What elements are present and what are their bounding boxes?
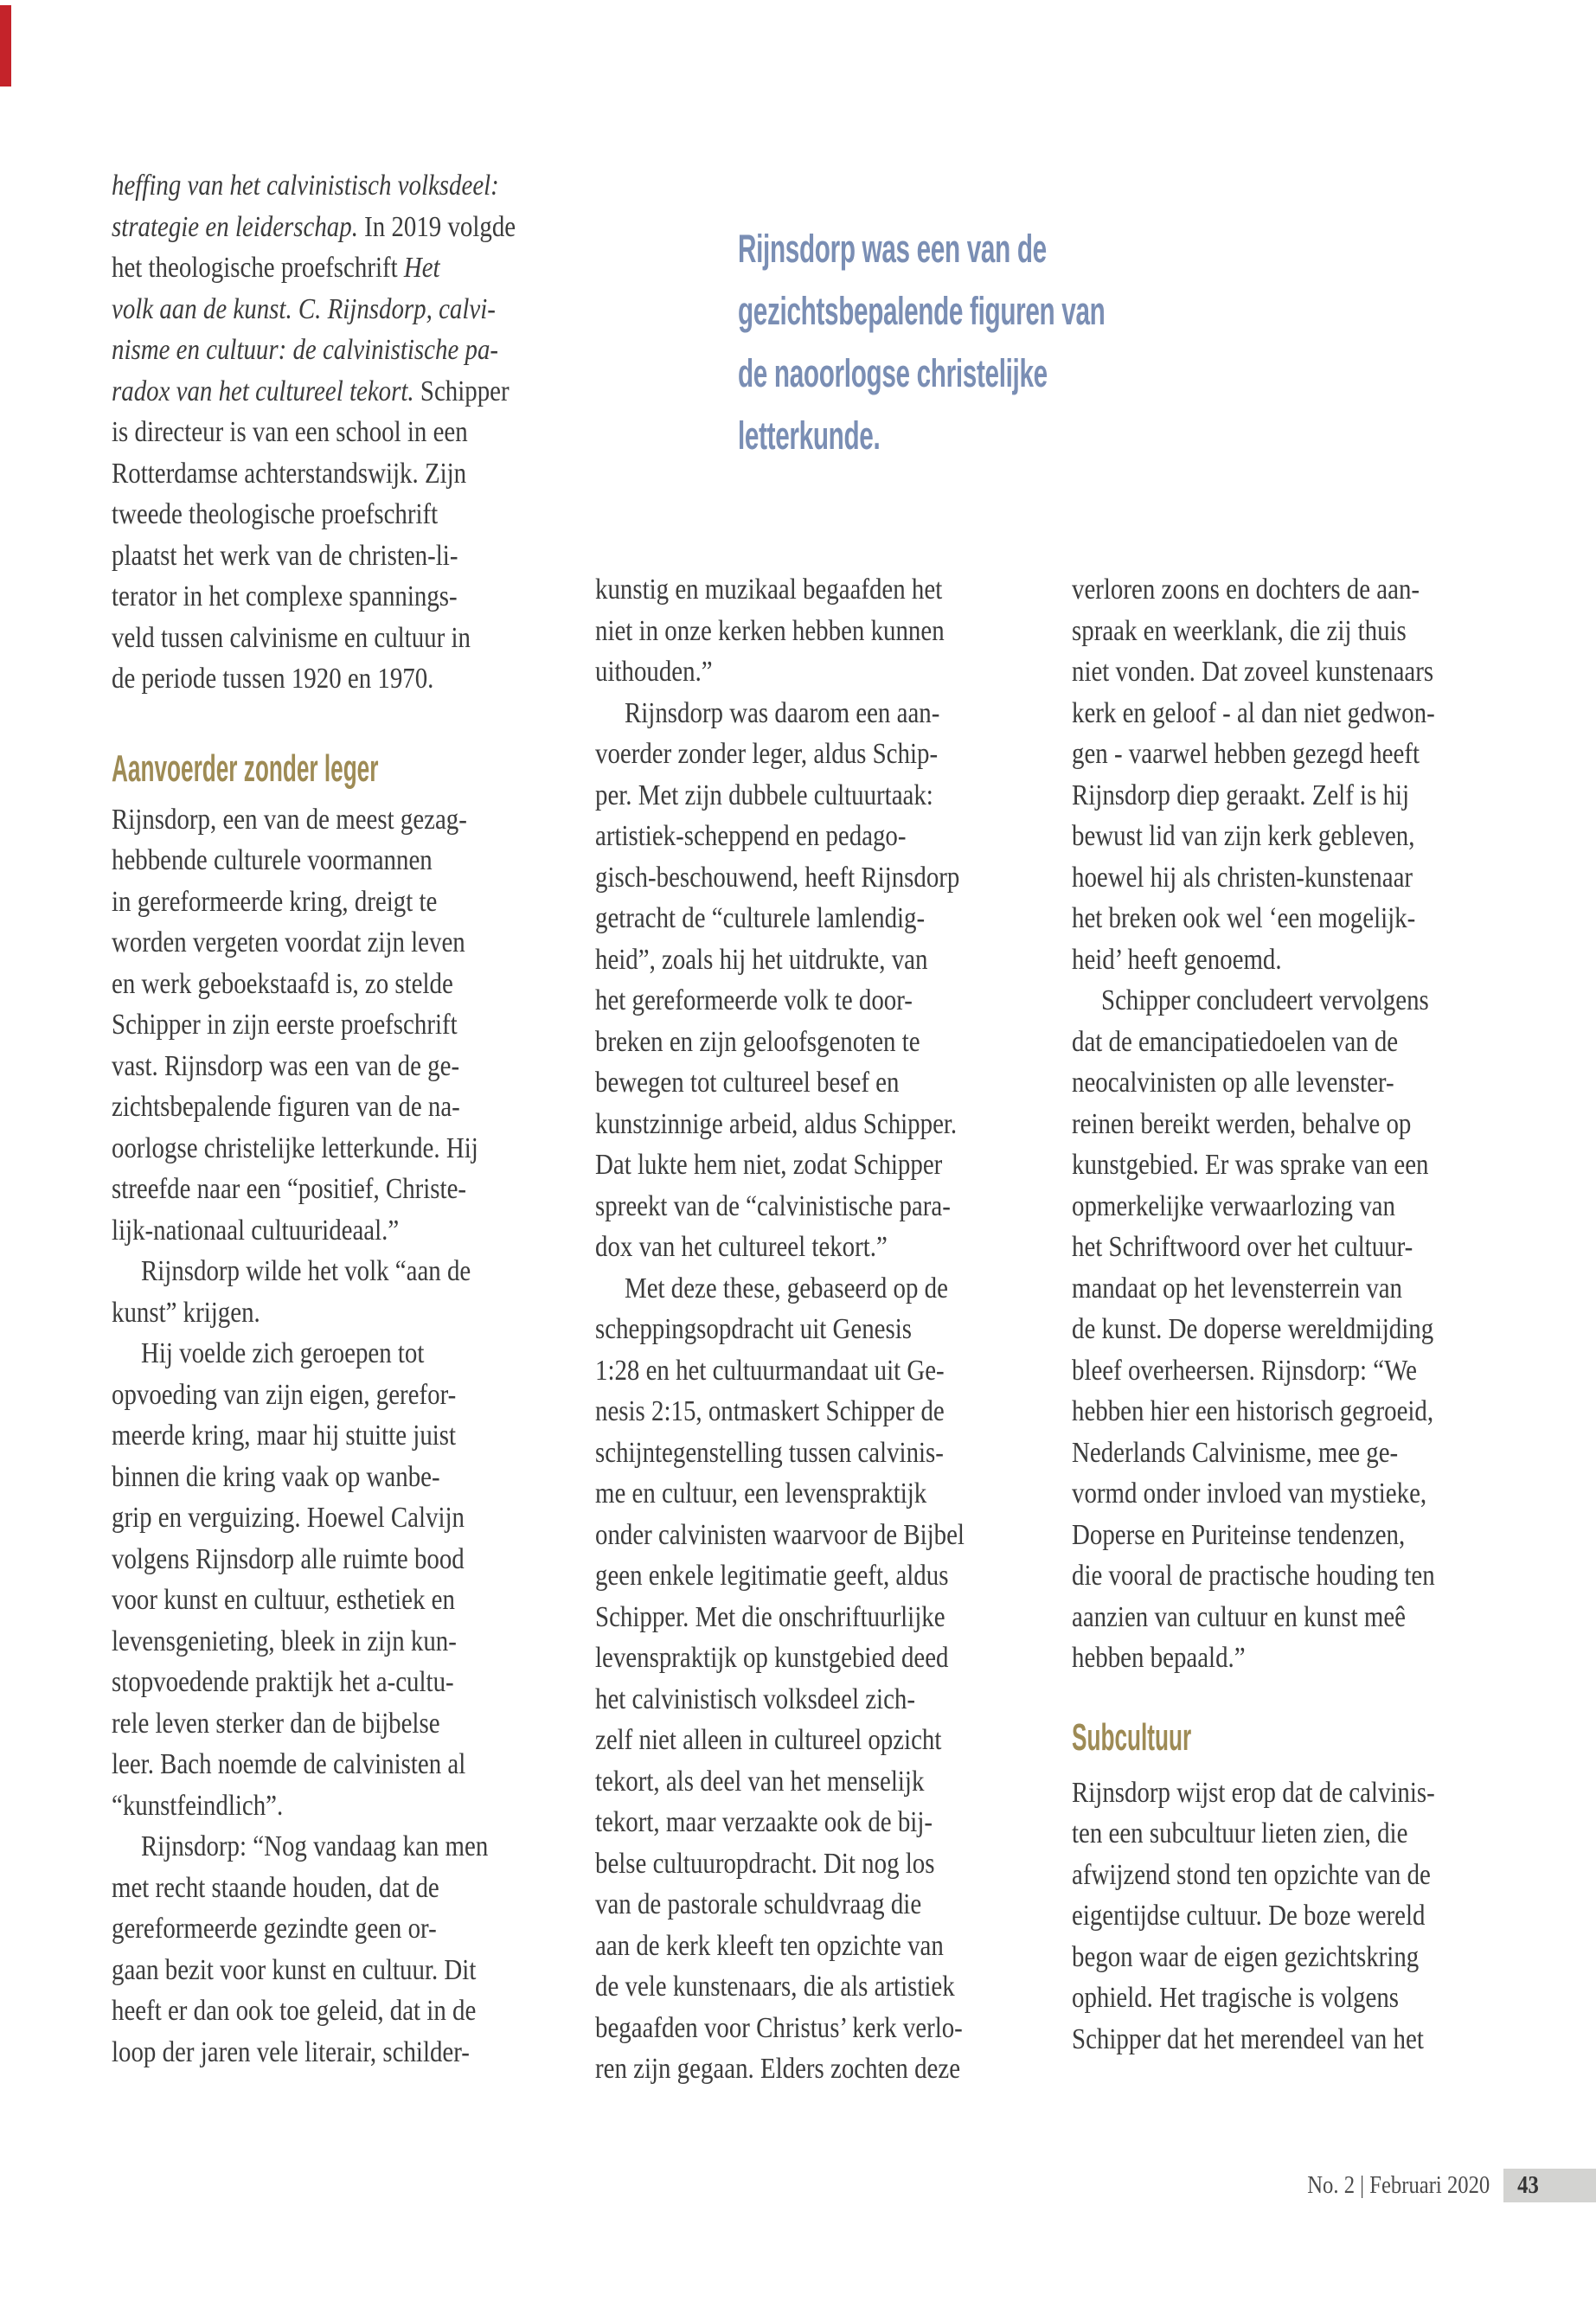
text-line: binnen die kring vaak op wanbe- — [112, 1460, 440, 1493]
text-line: rele leven sterker dan de bijbelse — [112, 1707, 440, 1740]
text-line: van de pastorale schuldvraag die — [595, 1888, 922, 1920]
text-line: lijk-nationaal cultuurideaal.” — [112, 1214, 400, 1247]
text-line: aanzien van cultuur en kunst meê — [1072, 1600, 1406, 1633]
pull-quote-line: letterkunde. — [738, 413, 881, 458]
section-heading-aanvoerder: Aanvoerder zonder leger — [112, 747, 379, 790]
text-line: volk aan de kunst. C. Rijnsdorp, calvi- — [112, 292, 496, 325]
text-line: nesis 2:15, ontmaskert Schipper de — [595, 1395, 945, 1427]
subcultuur-paragraph — [1072, 1772, 1502, 2061]
intro-paragraph — [112, 165, 542, 700]
pull-quote-line: de naoorlogse christelijke — [738, 351, 1048, 395]
text-line: eigentijdse cultuur. De boze wereld — [1072, 1900, 1426, 1932]
text-line: oorlogse christelijke letterkunde. Hij — [112, 1131, 478, 1164]
text-line: spreekt van de “calvinistische para- — [595, 1189, 951, 1222]
text-line: hebbende culturele voormannen — [112, 844, 433, 876]
text-line: kunstzinnige arbeid, aldus Schipper. — [595, 1107, 958, 1140]
text-line: zichtsbepalende figuren van de na- — [112, 1091, 460, 1123]
text-line: leer. Bach noemde de calvinisten al — [112, 1748, 466, 1780]
text-line: is directeur is van een school in een — [112, 416, 468, 448]
text-line: schijntegenstelling tussen calvinis- — [595, 1436, 944, 1469]
page-number-box — [1503, 2169, 1596, 2202]
text-line: terator in het complexe spannings- — [112, 580, 458, 612]
text-line: Rijnsdorp was daarom een aan- — [625, 696, 940, 729]
text-line: Rijnsdorp diep geraakt. Zelf is hij — [1072, 779, 1410, 811]
text-line: de kunst. De doperse wereldmijding — [1072, 1313, 1434, 1345]
text-line: loop der jaren vele literair, schilder- — [112, 2035, 470, 2068]
text-line: het breken ook wel ‘een mogelijk- — [1072, 902, 1416, 934]
text-line: Rotterdamse achterstandswijk. Zijn — [112, 457, 467, 490]
text-line: neocalvinisten op alle levenster- — [1072, 1067, 1394, 1099]
text-line: Rijnsdorp wilde het volk “aan de — [141, 1255, 471, 1287]
text-line: Schipper dat het merendeel van het — [1072, 2022, 1424, 2055]
text-line: ophield. Het tragische is volgens — [1072, 1982, 1400, 2014]
text-line: kunstgebied. Er was sprake van een — [1072, 1149, 1429, 1181]
text-line: gaan bezit voor kunst en cultuur. Dit — [112, 1953, 477, 1986]
pull-quote-line: gezichtsbepalende figuren van — [738, 289, 1106, 333]
text-line: levenspraktijk op kunstgebied deed — [595, 1642, 949, 1674]
text-line: die vooral de practische houding ten — [1072, 1560, 1435, 1592]
text-line: ten een subcultuur lieten zien, die — [1072, 1817, 1408, 1849]
text-line: Nederlands Calvinisme, mee ge- — [1072, 1436, 1399, 1469]
text-line: voerder zonder leger, aldus Schip- — [595, 738, 939, 770]
text-line: gen - vaarwel hebben gezegd heeft — [1072, 738, 1420, 770]
column-1-body — [112, 799, 542, 2073]
text-line: heeft er dan ook toe geleid, dat in de — [112, 1995, 477, 2027]
text-line: met recht staande houden, dat de — [112, 1871, 439, 1904]
text-line: strategie en leiderschap. In 2019 volgde — [112, 210, 516, 243]
text-line: “kunstfeindlich”. — [112, 1789, 284, 1822]
text-line: ren zijn gegaan. Elders zochten deze — [595, 2053, 961, 2085]
text-line: Hij voelde zich geroepen tot — [141, 1337, 425, 1369]
text-line: Dat lukte hem niet, zodat Schipper — [595, 1149, 943, 1181]
text-line: de periode tussen 1920 en 1970. — [112, 663, 434, 695]
text-line: Rijnsdorp wijst erop dat de calvinis- — [1072, 1776, 1435, 1809]
text-line: artistiek-scheppend en pedago- — [595, 820, 907, 852]
text-line: meerde kring, maar hij stuitte juist — [112, 1420, 457, 1452]
text-line: vast. Rijnsdorp was een van de ge- — [112, 1049, 460, 1082]
text-line: worden vergeten voordat zijn leven — [112, 926, 465, 958]
column-1 — [112, 165, 542, 2073]
text-line: bewegen tot cultureel besef en — [595, 1067, 900, 1099]
text-line: tekort, als deel van het menselijk — [595, 1765, 925, 1798]
text-line: afwijzend stond ten opzichte van de — [1072, 1858, 1431, 1891]
text-line: opmerkelijke verwaarlozing van — [1072, 1189, 1395, 1222]
text-line: het theologische proefschrift Het — [112, 252, 440, 284]
text-line: bleef overheersen. Rijnsdorp: “We — [1072, 1354, 1417, 1387]
text-line: verloren zoons en dochters de aan- — [1072, 574, 1420, 606]
text-line: onder calvinisten waarvoor de Bijbel — [595, 1518, 965, 1551]
text-line: mandaat op het levensterrein van — [1072, 1272, 1402, 1304]
red-accent-bar — [0, 5, 11, 87]
text-line: opvoeding van zijn eigen, gerefor- — [112, 1378, 457, 1411]
pull-quote-line: Rijnsdorp was een van de — [738, 227, 1047, 271]
pull-quote — [738, 218, 1361, 467]
text-line: dox van het cultureel tekort.” — [595, 1231, 888, 1263]
text-line: aan de kerk kleeft ten opzichte van — [595, 1929, 944, 1962]
text-line: Schipper concludeert vervolgens — [1101, 984, 1429, 1016]
text-line: me en cultuur, een levenspraktijk — [595, 1477, 927, 1509]
text-line: Doperse en Puriteinse tendenzen, — [1072, 1518, 1406, 1551]
text-line: stopvoedende praktijk het a-cultu- — [112, 1666, 454, 1698]
column-3-body — [1072, 569, 1502, 1679]
text-line: Rijnsdorp, een van de meest gezag- — [112, 803, 467, 836]
text-line: vormd onder invloed van mystieke, — [1072, 1477, 1427, 1509]
text-line: hebben hier een historisch gegroeid, — [1072, 1395, 1434, 1427]
text-line: het gereformeerde volk te door- — [595, 984, 913, 1016]
text-line: zelf niet alleen in cultureel opzicht — [595, 1724, 942, 1756]
text-line: tekort, maar verzaakte ook de bij- — [595, 1806, 933, 1838]
text-line: uithouden.” — [595, 656, 713, 688]
text-line: dat de emancipatiedoelen van de — [1072, 1025, 1399, 1058]
text-line: levensgenieting, bleek in zijn kun- — [112, 1625, 457, 1657]
text-line: kunst” krijgen. — [112, 1296, 260, 1329]
text-line: gisch-beschouwend, heeft Rijnsdorp — [595, 861, 960, 894]
text-line: niet in onze kerken hebben kunnen — [595, 614, 945, 647]
text-line: begon waar de eigen gezichtskring — [1072, 1940, 1420, 1973]
text-line: Met deze these, gebaseerd op de — [625, 1272, 948, 1304]
text-line: reinen bereikt werden, behalve op — [1072, 1107, 1412, 1140]
text-line: 1:28 en het cultuurmandaat uit Ge- — [595, 1354, 945, 1387]
text-line: spraak en weerklank, die zij thuis — [1072, 614, 1407, 647]
footer-issue-date: No. 2 | Februari 2020 — [1306, 2171, 1490, 2199]
text-line: scheppingsopdracht uit Genesis — [595, 1313, 912, 1345]
text-line: voor kunst en cultuur, esthetiek en — [112, 1584, 455, 1616]
text-line: het Schriftwoord over het cultuur- — [1072, 1231, 1413, 1263]
text-line: niet vonden. Dat zoveel kunstenaars — [1072, 656, 1434, 688]
text-line: streefde naar een “positief, Christe- — [112, 1173, 467, 1205]
text-line: in gereformeerde kring, dreigt te — [112, 885, 438, 918]
text-line: de vele kunstenaars, die als artistiek — [595, 1971, 955, 2003]
text-line: kunstig en muzikaal begaafden het — [595, 574, 943, 606]
text-line: heid”, zoals hij het uitdrukte, van — [595, 943, 928, 976]
text-line: grip en verguizing. Hoewel Calvijn — [112, 1502, 465, 1534]
text-line: het calvinistisch volksdeel zich- — [595, 1682, 915, 1715]
text-line: begaafden voor Christus’ kerk verlo- — [595, 2011, 963, 2044]
text-line: heid’ heeft genoemd. — [1072, 943, 1282, 976]
text-line: nisme en cultuur: de calvinistische pa- — [112, 334, 499, 366]
text-line: Schipper. Met die onschriftuurlijke — [595, 1600, 945, 1633]
text-line: bewust lid van zijn kerk gebleven, — [1072, 820, 1415, 852]
text-line: getracht de “culturele lamlendig- — [595, 902, 926, 934]
column-2 — [595, 569, 1025, 2090]
text-line: Schipper in zijn eerste proefschrift — [112, 1009, 458, 1041]
text-line: heffing van het calvinistisch volksdeel: — [112, 170, 499, 202]
text-line: hoewel hij als christen-kunstenaar — [1072, 861, 1413, 894]
text-line: belse cultuuropdracht. Dit nog los — [595, 1847, 935, 1880]
text-line: gereformeerde gezindte geen or- — [112, 1913, 437, 1945]
text-line: geen enkele legitimatie geeft, aldus — [595, 1560, 949, 1592]
text-line: Rijnsdorp: “Nog vandaag kan men — [141, 1830, 489, 1862]
text-line: en werk geboekstaafd is, zo stelde — [112, 967, 453, 1000]
text-line: hebben bepaald.” — [1072, 1642, 1246, 1674]
column-3 — [1072, 569, 1502, 2060]
text-line: radox van het cultureel tekort. Schipper — [112, 375, 510, 407]
text-line: tweede theologische proefschrift — [112, 498, 439, 530]
text-line: volgens Rijnsdorp alle ruimte bood — [112, 1542, 465, 1575]
section-heading-subcultuur: Subcultuur — [1072, 1715, 1192, 1759]
column-2-body — [595, 569, 1025, 2090]
text-line: veld tussen calvinisme en cultuur in — [112, 621, 471, 654]
text-line: kerk en geloof - al dan niet gedwon- — [1072, 696, 1435, 729]
page-number: 43 — [1517, 2171, 1539, 2199]
text-line: plaatst het werk van de christen-li- — [112, 539, 458, 572]
text-line: per. Met zijn dubbele cultuurtaak: — [595, 779, 933, 811]
text-line: breken en zijn geloofsgenoten te — [595, 1025, 920, 1058]
